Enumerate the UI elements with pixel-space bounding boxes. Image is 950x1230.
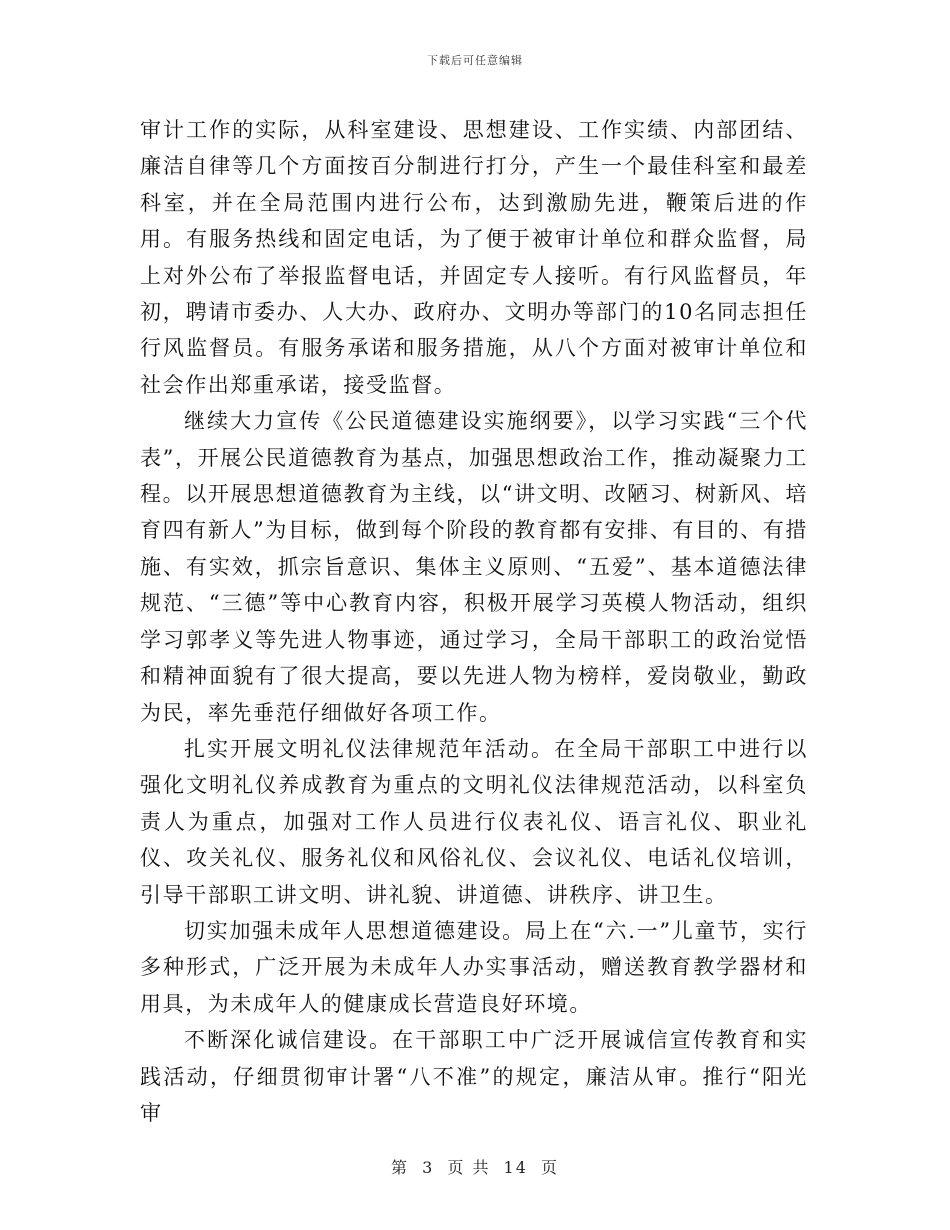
page-number-footer	[0, 1155, 950, 1178]
footer-middle: 页 共	[447, 1158, 491, 1177]
paragraph-continuation: 审计工作的实际，从科室建设、思想建设、工作实绩、内部团结、廉洁自律等几个方面按百分制进行打分，产生一个最佳科室和最差科室，并在全局范围内进行公布，达到激励先进，鞭策后进的作用。有服务热线和固定电话，为了便于被审计单位和群众监督，局上对外公布了举报监督电话，并固定专人接听。有行风监督员，年初，聘请市委办、人大办、政府办、文明办等部门的10名同志担任行风监督员。有服务承诺和服务措施，从八个方面对被审计单位和社会作出郑重承诺，接受监督。	[140, 118, 808, 397]
current-page-number: 3	[422, 1158, 435, 1177]
paragraph-etiquette-activity: 扎实开展文明礼仪法律规范年活动。在全局干部职工中进行以强化文明礼仪养成教育为重点的文明礼仪法律规范活动，以科室负责人为重点，加强对工作人员进行仪表礼仪、语言礼仪、职业礼仪、攻关礼仪、服务礼仪和风俗礼仪、会议礼仪、电话礼仪培训，引导干部职工讲文明、讲礼貌、讲道德、讲秩序、讲卫生。	[140, 736, 808, 907]
document-body	[140, 112, 808, 1131]
paragraph-moral-education: 继续大力宣传《公民道德建设实施纲要》，以学习实践“三个代表”，开展公民道德教育为基点，加强思想政治工作，推动凝聚力工程。以开展思想道德教育为主线，以“讲文明、改陋习、树新风、培育四有新人”为目标，做到每个阶段的教育都有安排、有目的、有措施、有实效，抓宗旨意识、集体主义原则、“五爱”、基本道德法律规范、“三德”等中心教育内容，积极开展学习英模人物活动，组织学习郭孝义等先进人物事迹，通过学习，全局干部职工的政治觉悟和精神面貌有了很大提高，要以先进人物为榜样，爱岗敬业，勤政为民，率先垂范仔细做好各项工作。	[140, 409, 808, 725]
paragraph-integrity-building: 不断深化诚信建设。在干部职工中广泛开展诚信宣传教育和实践活动，仔细贯彻审计署“八不准”的规定，廉洁从审。推行“阳光审	[140, 1028, 808, 1125]
footer-prefix: 第	[390, 1158, 409, 1177]
footer-suffix: 页	[541, 1158, 560, 1177]
total-page-count: 14	[503, 1158, 528, 1177]
paragraph-minors-education: 切实加强未成年人思想道德建设。局上在“六.一”儿童节，实行多种形式，广泛开展为未成年人办实事活动，赠送教育教学器材和用具，为未成年人的健康成长营造良好环境。	[140, 918, 808, 1016]
page-header-note: 下载后可任意编辑	[427, 54, 523, 67]
